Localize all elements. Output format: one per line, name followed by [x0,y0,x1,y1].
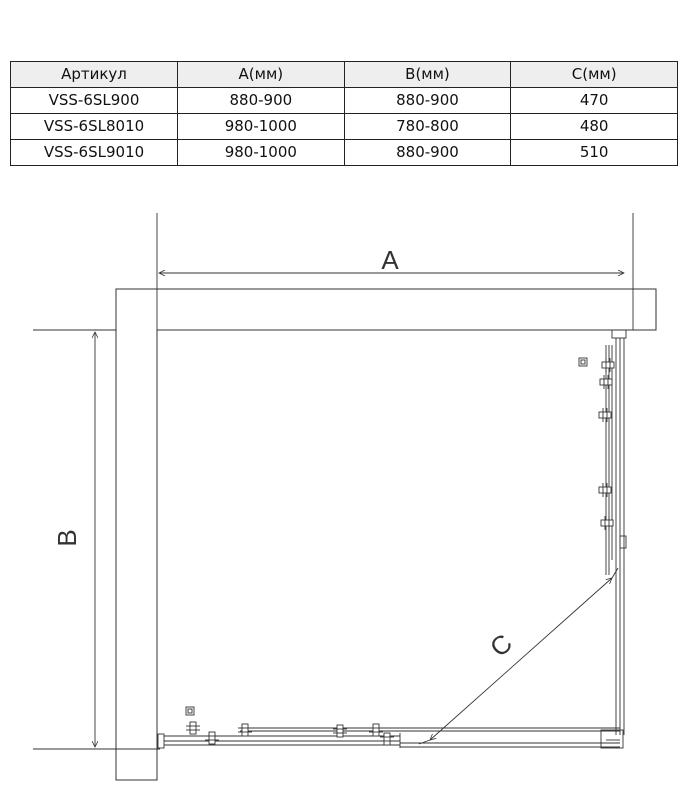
cell-article: VSS-6SL900 [11,88,178,114]
cell-c: 510 [511,140,678,166]
cell-a: 980-1000 [178,114,345,140]
wall-outline [116,289,656,780]
cell-a: 980-1000 [178,140,345,166]
bottom-hardware [186,722,394,745]
dimension-c [419,568,618,744]
cell-a: 880-900 [178,88,345,114]
cell-b: 780-800 [344,114,511,140]
cell-article: VSS-6SL9010 [11,140,178,166]
header-b: B(мм) [344,62,511,88]
dimension-c-label: C [483,627,518,663]
right-door-rails [579,330,626,748]
dimension-a [159,245,624,275]
dimension-b [52,332,95,747]
extension-lines [33,213,633,749]
cell-b: 880-900 [344,140,511,166]
cell-b: 880-900 [344,88,511,114]
header-a: A(мм) [178,62,345,88]
dimension-a-label: A [381,245,399,275]
cell-c: 470 [511,88,678,114]
cell-c: 480 [511,114,678,140]
cell-article: VSS-6SL8010 [11,114,178,140]
dimension-b-label: B [52,529,82,547]
header-article: Артикул [11,62,178,88]
header-c: C(мм) [511,62,678,88]
